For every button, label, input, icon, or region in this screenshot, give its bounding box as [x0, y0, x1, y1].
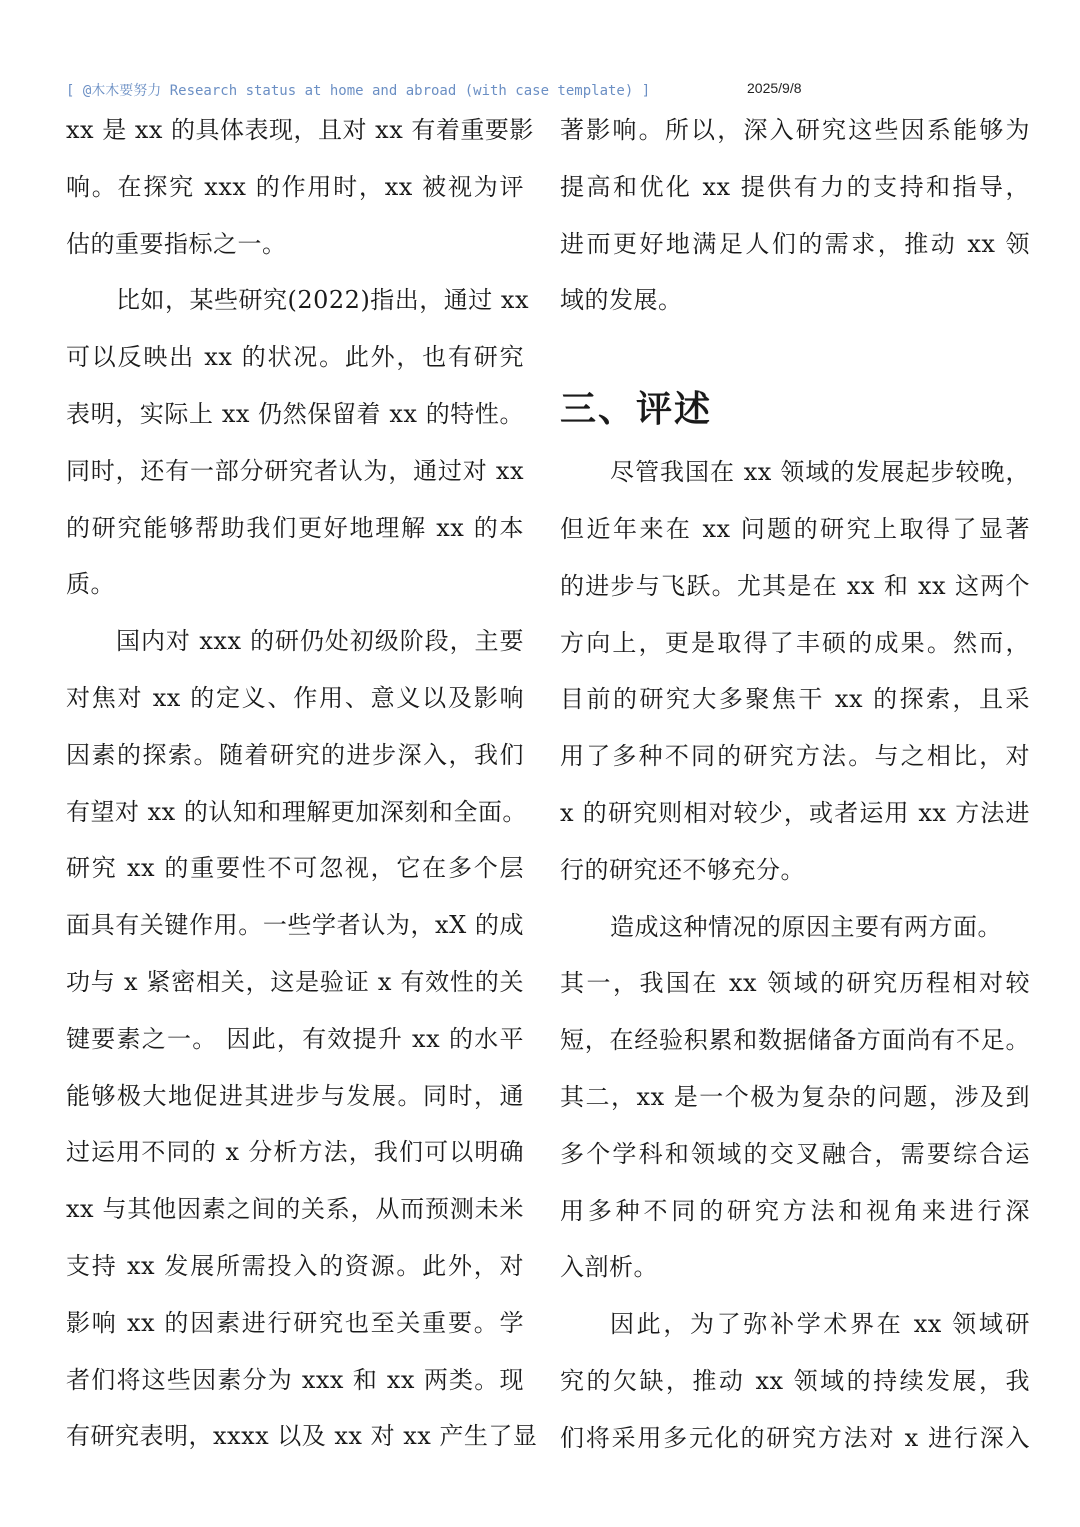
text-line: 者们将这些因素分为 xxx 和 xx 两类。现	[66, 1365, 524, 1394]
text-line: 可以反映出 xx 的状况。此外，也有研究	[66, 343, 524, 372]
text-line: 对焦对 xx 的定义、作用、意义以及影响	[66, 683, 524, 712]
section-spacer	[560, 329, 1030, 374]
text-line: 们将采用多元化的研究方法对 x 进行深入	[560, 1423, 1030, 1452]
text-line: 支持 xx 发展所需投入的资源。此外，对	[66, 1251, 524, 1280]
text-line: 有望对 xx 的认知和理解更加深刻和全面。	[66, 797, 527, 826]
text-line: 表明，实际上 xx 仍然保留着 xx 的特性。	[66, 399, 524, 428]
text-line: 著影响。所以，深入研究这些因系能够为	[560, 116, 1030, 144]
left-text-column	[66, 102, 538, 1465]
text-line: 比如，某些研究(2022)指出，通过 xx	[116, 286, 530, 315]
text-line: 影响 xx 的因素进行研究也至关重要。学	[66, 1308, 524, 1337]
text-line: 响。在探究 xxx 的作用时，xx 被视为评	[66, 172, 524, 201]
text-line: 有研究表明，xxxx 以及 xx 对 xx 产生了显	[66, 1422, 538, 1451]
right-text-column	[560, 102, 1030, 1467]
text-line: 入剖析。	[560, 1253, 658, 1282]
text-line: 目前的研究大多聚焦干 xx 的探索，且采	[560, 685, 1030, 714]
text-line: 方向上，更是取得了丰硕的成果。然而，	[560, 628, 1030, 657]
text-line: 造成这种情况的原因主要有两方面。	[610, 912, 1002, 941]
text-line: 进而更好地满足人们的需求，推动 xx 领	[560, 229, 1030, 258]
text-line: 域的发展。	[560, 286, 683, 315]
text-line: 提高和优化 xx 提供有力的支持和指导，	[560, 172, 1030, 201]
text-line: 多个学科和领域的交叉融合，需要综合运	[560, 1139, 1030, 1168]
text-line: 用了多种不同的研究方法。与之相比，对	[560, 742, 1030, 771]
section-heading: 三、评述	[560, 388, 713, 431]
text-line: 同时，还有一部分研究者认为，通过对 xx	[66, 456, 524, 485]
text-line: x 的研究则相对较少，或者运用 xx 方法进	[560, 798, 1030, 827]
text-line: 究的欠缺，推动 xx 领域的持续发展，我	[560, 1366, 1030, 1395]
text-line: 研究 xx 的重要性不可忽视，它在多个层	[66, 854, 524, 883]
text-line: xx 与其他因素之间的关系，从而预测未米	[66, 1195, 524, 1224]
text-line: 其一，我国在 xx 领域的研究历程相对较	[560, 969, 1030, 998]
text-line: 估的重要指标之一。	[66, 229, 287, 258]
text-line: 尽管我国在 xx 领域的发展起步较晚，	[610, 458, 1030, 487]
text-line: 能够极大地促进其进步与发展。同时，通	[66, 1081, 524, 1110]
text-line: 用多种不同的研究方法和视角来进行深	[560, 1196, 1030, 1225]
text-line: 短，在经验积累和数据储备方面尚有不足。	[560, 1026, 1030, 1055]
text-line: xx 是 xx 的具体表现，且对 xx 有着重要影	[66, 116, 534, 144]
document-header-title: [ @木木要努力 Research status at home and abroad (with case template) ]	[66, 83, 651, 99]
text-line: 的进步与飞跃。尤其是在 xx 和 xx 这两个	[560, 571, 1030, 600]
text-line: 因此，为了弥补学术界在 xx 领域研	[610, 1310, 1030, 1339]
text-line: 行的研究还不够充分。	[560, 855, 805, 884]
text-line: 键要素之一。 因此，有效提升 xx 的水平	[66, 1024, 524, 1053]
text-line: 的研究能够帮助我们更好地理解 xx 的本	[66, 513, 524, 542]
text-line: 面具有关键作用。一些学者认为，xX 的成	[66, 911, 524, 940]
document-header-date: 2025/9/8	[747, 80, 802, 96]
text-line: 功与 x 紧密相关，这是验证 x 有效性的关	[66, 967, 524, 996]
text-line: 国内对 xxx 的研仍处初级阶段，主要	[116, 627, 524, 656]
text-line: 但近年来在 xx 问题的研究上取得了显著	[560, 514, 1030, 543]
text-line: 因素的探索。随着研究的进步深入，我们	[66, 740, 524, 769]
text-line: 过运用不同的 x 分析方法，我们可以明确	[66, 1138, 524, 1167]
text-line: 其二，xx 是一个极为复杂的问题，涉及到	[560, 1082, 1030, 1111]
text-line: 质。	[66, 570, 115, 599]
